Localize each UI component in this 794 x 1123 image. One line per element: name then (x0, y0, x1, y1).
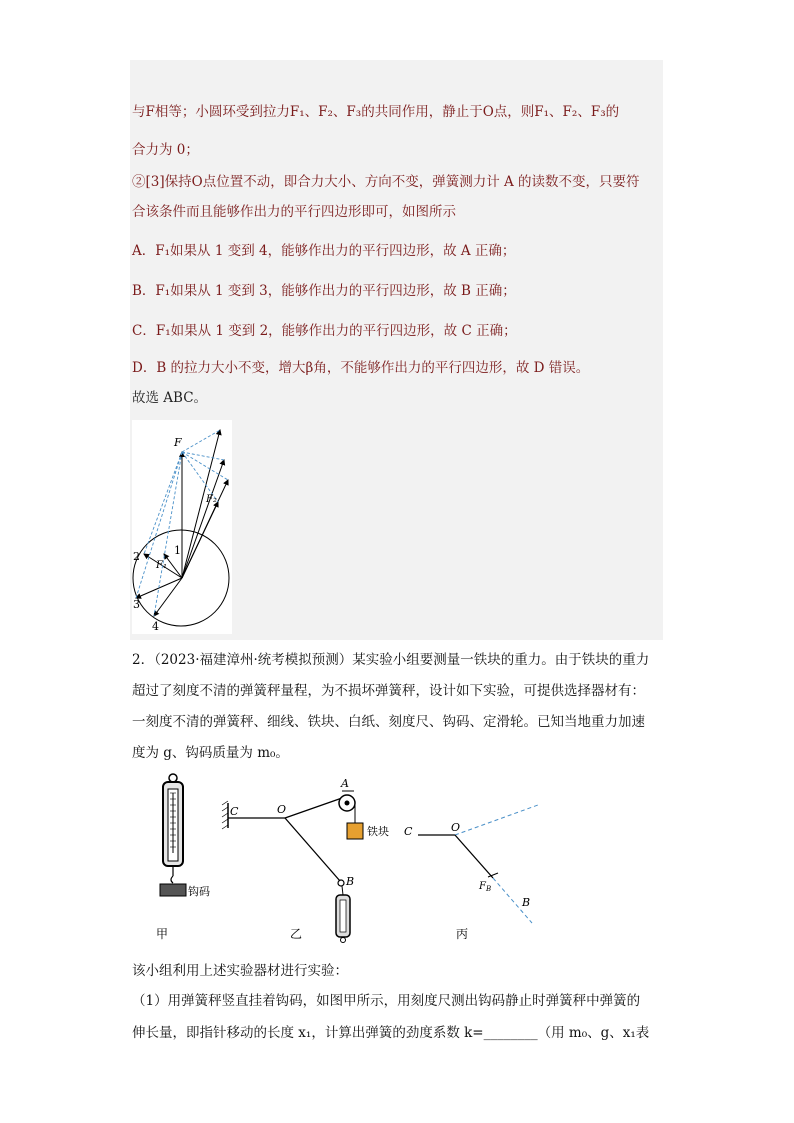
label-jia: 甲 (156, 927, 169, 941)
label-c2: C (404, 825, 413, 838)
setup-bing (418, 805, 538, 923)
label-fb: $F_B$ (479, 881, 492, 893)
question-line-2: 超过了刻度不清的弹簧秤量程，为不损坏弹簧秤，设计如下实验，可提供选择器材有： (132, 683, 645, 699)
question-intro: 该小组利用上述实验器材进行实验： (132, 963, 348, 979)
answer-option-a: A．F₁如果从 1 变到 4，能够作出力的平行四边形，故 A 正确； (132, 243, 516, 259)
label-a: A (341, 777, 349, 790)
answer-option-b: B．F₁如果从 1 变到 3，能够作出力的平行四边形，故 B 正确； (132, 283, 516, 299)
label-b2: B (522, 896, 531, 909)
label-1: 1 (174, 544, 181, 557)
label-3: 3 (133, 598, 140, 611)
label-f1: F₁ (156, 560, 167, 571)
label-hook-weight: 钩码 (188, 885, 210, 898)
question-line-4: 度为 g、钩码质量为 m₀。 (132, 745, 289, 761)
force-diagram-figure (132, 420, 232, 634)
label-f2: F₂ (206, 494, 217, 505)
experiment-figure (150, 773, 550, 948)
answer-choice: 故选 ABC。 (132, 390, 208, 406)
label-b: B (346, 875, 355, 888)
answer-option-d: D．B 的拉力大小不变，增大β角，不能够作出力的平行四边形，故 D 错误。 (132, 360, 590, 376)
label-yi: 乙 (290, 927, 303, 941)
answer-line-3: ②[3]保持O点位置不动，即合力大小、方向不变，弹簧测力计 A 的读数不变，只要符 (132, 174, 640, 190)
label-f: F (174, 436, 182, 449)
answer-option-c: C．F₁如果从 1 变到 2，能够作出力的平行四边形，故 C 正确； (132, 323, 517, 339)
answer-line-2: 合力为 0； (132, 142, 199, 158)
label-4: 4 (152, 620, 159, 633)
label-iron-block: 铁块 (367, 825, 389, 838)
label-o: O (277, 803, 287, 816)
spring-scale-jia (160, 774, 186, 896)
setup-yi (222, 791, 363, 943)
question-line-3: 一刻度不清的弹簧秤、细线、铁块、白纸、刻度尺、钩码、定滑轮。已知当地重力加速 (132, 714, 645, 730)
label-o2: O (451, 821, 461, 834)
label-c: C (230, 805, 239, 818)
question-part1-line-b: 伸长量，即指针移动的长度 x₁，计算出弹簧的劲度系数 k=________（用 m₀、g、x₁表 (132, 1025, 650, 1041)
question-part1-line-a: （1）用弹簧秤竖直挂着钩码，如图甲所示，用刻度尺测出钩码静止时弹簧秤中弹簧的 (132, 993, 641, 1009)
label-2: 2 (133, 550, 140, 563)
force-diagram-svg (132, 420, 232, 634)
label-bing: 丙 (456, 927, 469, 941)
answer-line-4: 合该条件而且能够作出力的平行四边形即可，如图所示 (132, 204, 456, 220)
question-line-1: 2．（2023·福建漳州·统考模拟预测）某实验小组要测量一铁块的重力。由于铁块的重力 (132, 652, 650, 668)
experiment-svg (150, 773, 550, 948)
answer-line-1: 与F相等；小圆环受到拉力F₁、F₂、F₃的共同作用，静止于O点，则F₁、F₂、F₃的 (132, 104, 620, 120)
